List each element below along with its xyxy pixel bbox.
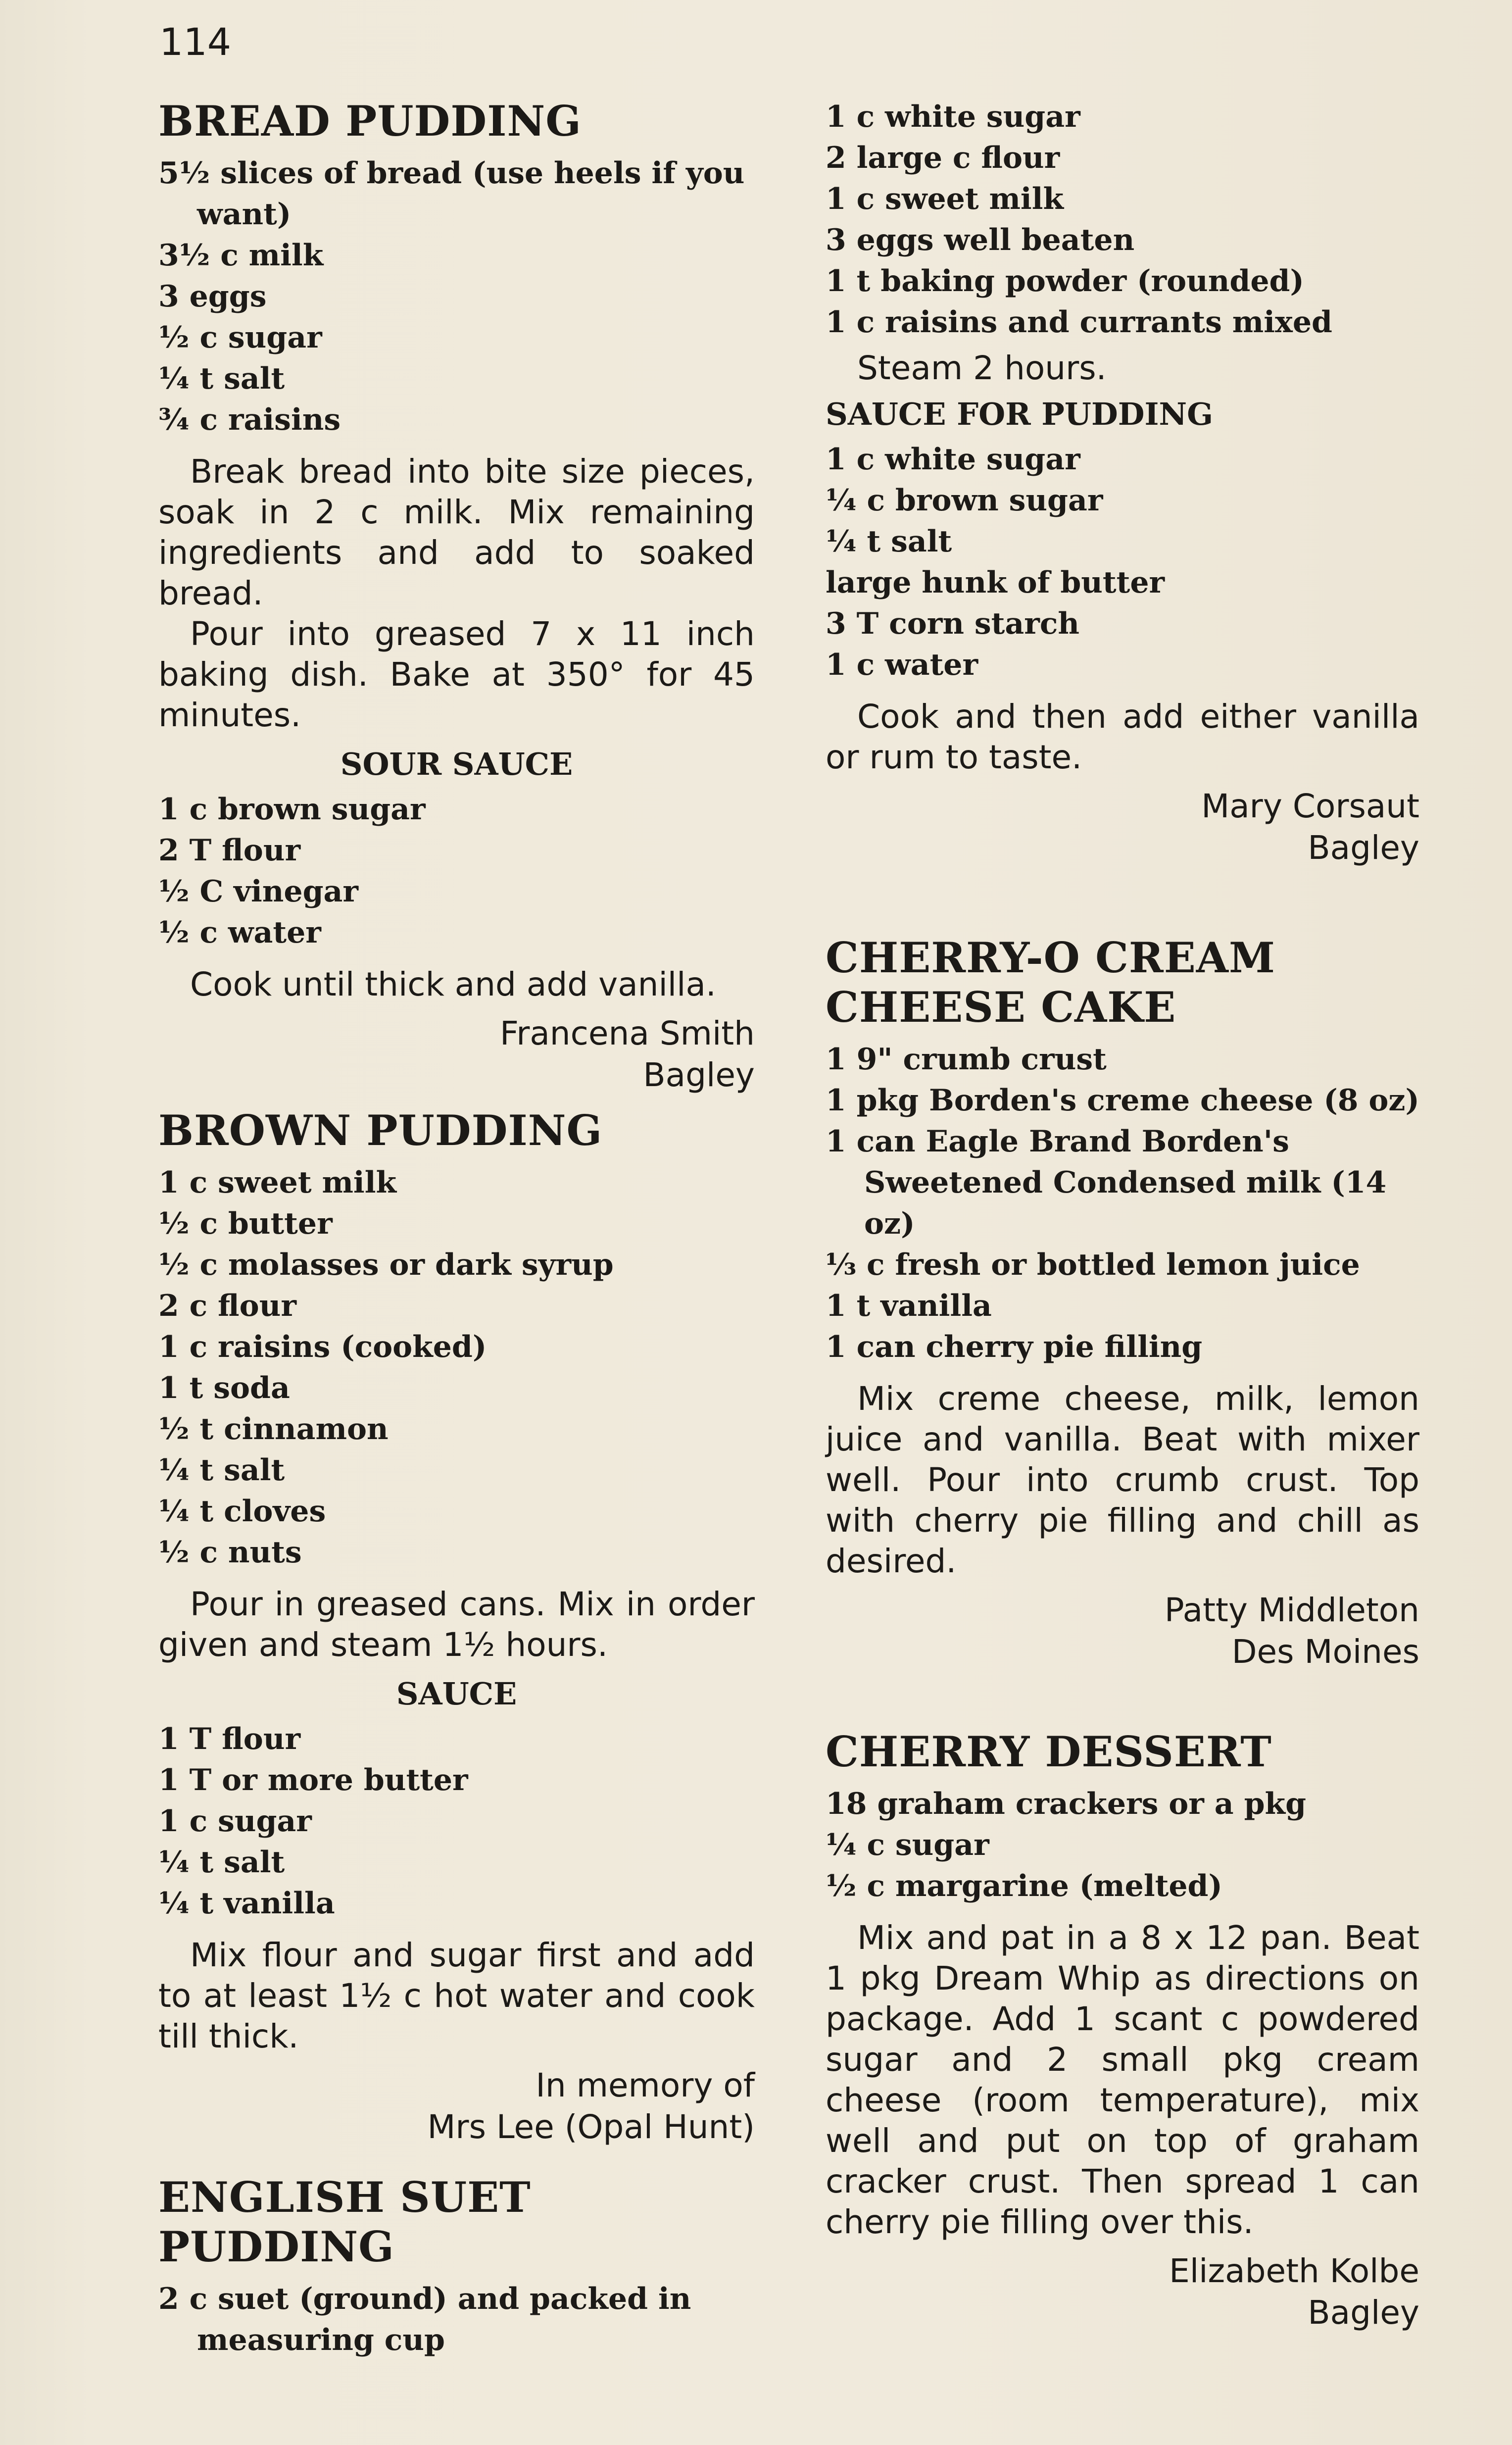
ingredient: 1 c brown sugar: [158, 792, 426, 827]
author: Patty Middleton: [1164, 1591, 1419, 1629]
recipe-title: ENGLISH SUET PUDDING: [158, 2173, 531, 2271]
author: Mrs Lee (Opal Hunt): [427, 2108, 755, 2146]
recipe-title: BREAD PUDDING: [158, 97, 582, 146]
ingredient: 1 can cherry pie filling: [826, 1330, 1203, 1364]
ingredient: 1 c white sugar: [826, 100, 1080, 134]
sauce-ingredient-list: [158, 789, 755, 953]
ingredient: ½ c water: [158, 915, 321, 950]
recipe-bread-pudding: [158, 97, 755, 1096]
ingredient-list: [158, 2279, 755, 2361]
ingredient-list: [158, 1162, 755, 1573]
author: Elizabeth Kolbe: [1169, 2252, 1419, 2290]
town: Bagley: [1308, 829, 1419, 867]
recipe-cherry-dessert: [826, 1727, 1419, 2334]
ingredient: ⅓ c fresh or bottled lemon juice: [826, 1247, 1360, 1282]
ingredient: ¼ t salt: [158, 1845, 285, 1880]
instruction: Pour in greased cans. Mix in order given and steam 1½ hours.: [158, 1585, 755, 1664]
ingredient: ¼ c sugar: [826, 1828, 989, 1862]
instruction: Pour into greased 7 x 11 inch baking dish. Bake at 350° for 45 minutes.: [158, 615, 755, 734]
ingredient: 1 pkg Borden's creme cheese (8 oz): [826, 1083, 1419, 1118]
ingredient: ¼ t cloves: [158, 1494, 326, 1529]
recipe-english-suet-continued: [826, 97, 1419, 869]
ingredient: ½ c margarine (melted): [826, 1869, 1222, 1903]
ingredient: 2 c flour: [158, 1289, 296, 1323]
right-column: [826, 97, 1419, 2344]
ingredient: 1 c water: [826, 648, 978, 682]
ingredient: ¼ t salt: [826, 524, 952, 559]
ingredient: 1 c raisins (cooked): [158, 1330, 487, 1364]
sauce-title: SAUCE: [396, 1676, 517, 1712]
sauce-title: SOUR SAUCE: [340, 746, 573, 782]
ingredient: 1 can Eagle Brand Borden's Sweetened Condensed milk (14 oz): [826, 1124, 1387, 1241]
ingredient: 1 c sugar: [158, 1804, 312, 1839]
ingredient: 1 9" crumb crust: [826, 1042, 1107, 1077]
recipe-title: CHERRY-O CREAM: [826, 933, 1275, 982]
ingredient: 2 large c flour: [826, 141, 1060, 175]
ingredient: 1 t soda: [158, 1371, 290, 1405]
page-number: 114: [159, 20, 232, 64]
ingredient: 1 c white sugar: [826, 442, 1080, 477]
town: Bagley: [643, 1056, 755, 1094]
recipe-title: BROWN PUDDING: [158, 1106, 603, 1155]
ingredient: large hunk of butter: [826, 565, 1165, 600]
ingredient: 1 t vanilla: [826, 1289, 992, 1323]
town: Des Moines: [1231, 1633, 1419, 1671]
instruction: Mix creme cheese, milk, lemon juice and vanilla. Beat with mixer well. Pour into crumb crust. Top with cherry pie filling and chill as desired.: [826, 1380, 1419, 1580]
instruction: Break bread into bite size pieces, soak in 2 c milk. Mix remaining ingredients and add to soaked bread.: [158, 452, 755, 612]
town: Bagley: [1308, 2294, 1419, 2332]
ingredient: 5½ slices of bread (use heels if you want): [158, 156, 745, 232]
sauce-title: SAUCE FOR PUDDING: [826, 396, 1214, 432]
instruction: Steam 2 hours.: [857, 349, 1107, 387]
ingredient: 1 c sweet milk: [826, 182, 1064, 216]
recipe-title: CHERRY DESSERT: [826, 1727, 1272, 1776]
ingredient: ¼ t salt: [158, 1453, 285, 1488]
ingredient: 2 T flour: [158, 833, 301, 868]
ingredient: ½ c sugar: [158, 320, 322, 355]
ingredient: 3 eggs: [158, 279, 267, 314]
recipe-brown-pudding: [158, 1106, 755, 2148]
ingredient-list: [826, 1039, 1419, 1368]
ingredient: 1 t baking powder (rounded): [826, 264, 1304, 299]
ingredient: 1 c raisins and currants mixed: [826, 305, 1332, 340]
sauce-ingredient-list: [158, 1719, 755, 1924]
ingredient: 1 T flour: [158, 1722, 301, 1756]
ingredient: 2 c suet (ground) and packed in measuring cup: [158, 2282, 691, 2357]
ingredient: ½ c molasses or dark syrup: [158, 1247, 614, 1282]
ingredient: ½ C vinegar: [158, 874, 359, 909]
ingredient: 3 T corn starch: [826, 606, 1079, 641]
ingredient: 1 T or more butter: [158, 1763, 468, 1797]
ingredient: ½ c nuts: [158, 1535, 302, 1570]
instruction: Cook until thick and add vanilla.: [190, 965, 716, 1003]
left-column: [158, 97, 755, 2361]
ingredient: 3½ c milk: [158, 238, 324, 273]
ingredient: ½ t cinnamon: [158, 1412, 389, 1447]
ingredient: ¼ c brown sugar: [826, 483, 1103, 518]
ingredient-list: [826, 97, 1419, 343]
author: In memory of: [536, 2066, 755, 2104]
recipe-cherry-o-cream-cheese-cake: [826, 933, 1419, 1673]
ingredient: ¼ t vanilla: [158, 1886, 335, 1921]
ingredient-list: [158, 153, 755, 441]
recipe-title: CHEESE CAKE: [826, 983, 1176, 1032]
author: Mary Corsaut: [1201, 787, 1419, 825]
ingredient: ¾ c raisins: [158, 402, 341, 437]
ingredient: ½ c butter: [158, 1206, 333, 1241]
instruction: Cook and then add either vanilla or rum to taste.: [826, 698, 1419, 776]
recipe-english-suet-pudding: [158, 2173, 755, 2361]
instruction: Mix and pat in a 8 x 12 pan. Beat 1 pkg Dream Whip as directions on package. Add 1 scant c powdered sugar and 2 small pkg cream cheese (room temperature), mix well and put on top of graham cracker crust. Then spread 1 can cherry pie filling over this.: [826, 1919, 1419, 2241]
ingredient: 3 eggs well beaten: [826, 223, 1135, 257]
ingredient: 18 graham crackers or a pkg: [826, 1787, 1307, 1821]
author: Francena Smith: [500, 1014, 755, 1052]
ingredient: 1 c sweet milk: [158, 1165, 397, 1200]
ingredient-list: [826, 1784, 1419, 1907]
sauce-ingredient-list: [826, 439, 1419, 686]
instruction: Mix flour and sugar first and add to at least 1½ c hot water and cook till thick.: [158, 1936, 755, 2055]
ingredient: ¼ t salt: [158, 361, 285, 396]
